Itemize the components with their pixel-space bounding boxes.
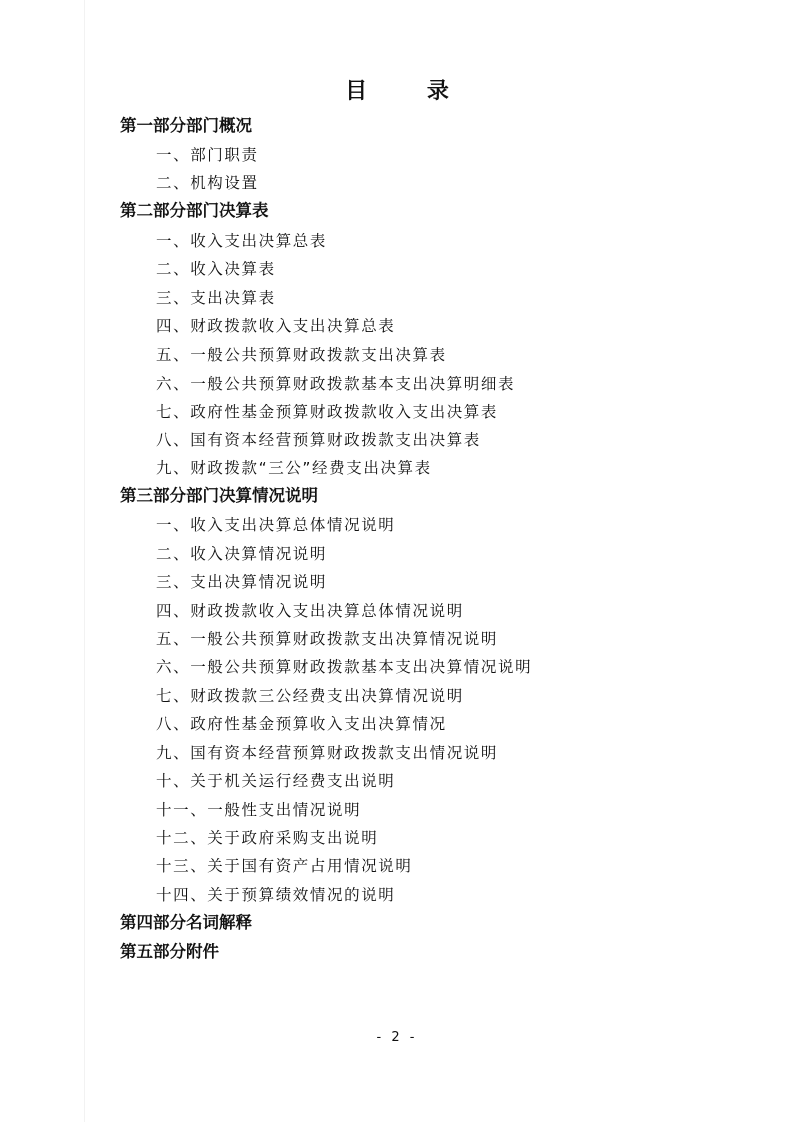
- toc-item: 十一、一般性支出情况说明: [156, 801, 362, 819]
- toc-item: 四、财政拨款收入支出决算总体情况说明: [156, 602, 464, 620]
- toc-section-heading: 第一部分部门概况: [120, 116, 252, 135]
- toc-item: 二、收入决算情况说明: [156, 545, 328, 563]
- toc-item: 二、收入决算表: [156, 260, 276, 278]
- toc-item: 六、一般公共预算财政拨款基本支出决算明细表: [156, 375, 516, 393]
- toc-item: 四、财政拨款收入支出决算总表: [156, 317, 396, 335]
- toc-item: 七、财政拨款三公经费支出决算情况说明: [156, 687, 464, 705]
- toc-item: 九、国有资本经营预算财政拨款支出情况说明: [156, 744, 499, 762]
- toc-item: 六、一般公共预算财政拨款基本支出决算情况说明: [156, 658, 533, 676]
- toc-item: 三、支出决算情况说明: [156, 573, 328, 591]
- toc-section-heading: 第四部分名词解释: [120, 913, 252, 932]
- toc-item: 八、政府性基金预算收入支出决算情况: [156, 715, 447, 733]
- toc-item: 十二、关于政府采购支出说明: [156, 829, 379, 847]
- toc-item: 二、机构设置: [156, 174, 259, 192]
- page-number: - 2 -: [376, 1030, 418, 1045]
- toc-item: 八、国有资本经营预算财政拨款支出决算表: [156, 431, 481, 449]
- toc-item: 十三、关于国有资产占用情况说明: [156, 857, 413, 875]
- toc-item: 七、政府性基金预算财政拨款收入支出决算表: [156, 403, 499, 421]
- toc-section-heading: 第五部分附件: [120, 942, 219, 961]
- toc-section-heading: 第二部分部门决算表: [120, 201, 269, 220]
- toc-item: 一、收入支出决算总表: [156, 232, 328, 250]
- toc-item: 一、部门职责: [156, 146, 259, 164]
- toc-item: 三、支出决算表: [156, 289, 276, 307]
- toc-item: 十、关于机关运行经费支出说明: [156, 772, 396, 790]
- toc-item: 一、收入支出决算总体情况说明: [156, 516, 396, 534]
- toc-item: 十四、关于预算绩效情况的说明: [156, 886, 396, 904]
- page-title: 目 录: [345, 79, 475, 104]
- toc-item: 五、一般公共预算财政拨款支出决算情况说明: [156, 630, 499, 648]
- scan-edge-line: [84, 0, 85, 1122]
- toc-section-heading: 第三部分部门决算情况说明: [120, 486, 318, 505]
- toc-item: 九、财政拨款“三公”经费支出决算表: [156, 459, 432, 477]
- toc-item: 五、一般公共预算财政拨款支出决算表: [156, 346, 447, 364]
